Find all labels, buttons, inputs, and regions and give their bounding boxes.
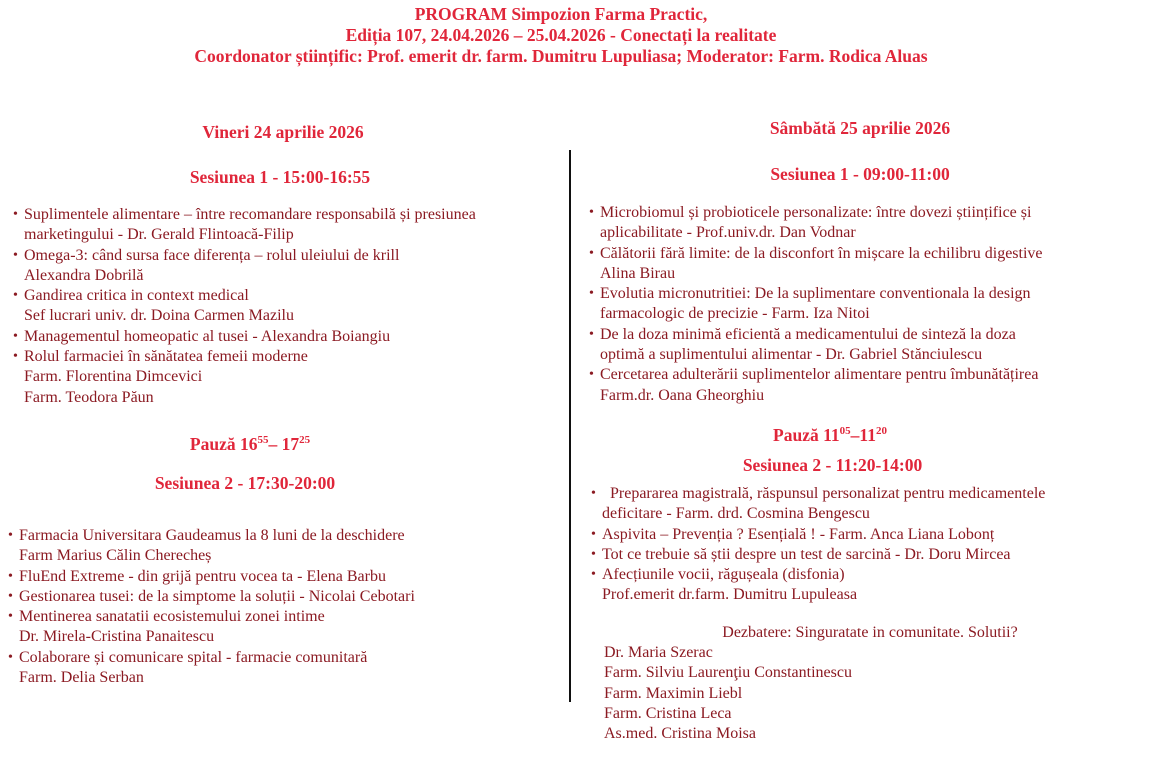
- debate-title: Dezbatere: Singuratate in comunitate. Solutii?: [722, 624, 1018, 641]
- list-item: [600, 284, 1043, 325]
- list-item: [602, 484, 1045, 525]
- pause-end-hour: –11: [850, 425, 876, 445]
- friday-date: Vineri 24 aprilie 2026: [202, 122, 364, 142]
- talk-title: • Afecțiunile vocii, răgușeala (disfonia): [602, 566, 845, 584]
- list-item: [19, 567, 415, 587]
- talk-title: • Rolul farmaciei în sănătatea femeii moderne: [24, 348, 308, 366]
- list-item: [600, 203, 1043, 244]
- talk-title: • De la doza minimă eficientă a medicamentului de sinteză la doza: [600, 325, 1016, 343]
- list-item: [24, 246, 476, 287]
- talk-line: Farm. Florentina Dimcevici: [24, 368, 203, 386]
- talk-title: • Colaborare și comunicare spital - farmacie comunitară: [19, 648, 368, 666]
- participant: Farm. Silviu Laurenţiu Constantinescu: [604, 664, 852, 682]
- pause-end-minutes: 25: [299, 434, 311, 446]
- list-item: [600, 244, 1043, 285]
- talk-line: Farm.dr. Oana Gheorghiu: [600, 386, 765, 404]
- list-item: [24, 347, 476, 408]
- list-item: [19, 607, 415, 648]
- list-item: [24, 327, 476, 347]
- talk-title: • Suplimentele alimentare – între recomandare responsabilă și presiunea: [24, 206, 476, 223]
- list-item: [600, 365, 1043, 406]
- participant: Dr. Maria Szerac: [604, 644, 713, 661]
- talk-line: Alexandra Dobrilă: [24, 266, 144, 284]
- talk-line: deficitare - Farm. drd. Cosmina Bengescu: [602, 505, 870, 523]
- friday-pause: [0, 434, 500, 455]
- pause-end-minutes: 20: [875, 425, 887, 437]
- talk-title: • Gestionarea tusei: de la simptome la soluții - Nicolai Cebotari: [19, 587, 415, 605]
- talk-line: Farm Marius Călin Cherecheș: [19, 547, 212, 565]
- talk-title: • Evolutia micronutritiei: De la suplimentare conventionala la design: [600, 285, 1031, 303]
- participant: Farm. Maximin Liebl: [604, 684, 743, 702]
- talk-title: • Managementul homeopatic al tusei - Alexandra Boiangiu: [24, 327, 391, 345]
- talk-title: • Farmacia Universitara Gaudeamus la 8 luni de la deschidere: [19, 527, 405, 544]
- edition-line: Ediția 107, 24.04.2026 – 25.04.2026 - Conectați la realitate: [345, 25, 777, 45]
- talk-line: Farm. Delia Serban: [19, 669, 144, 687]
- list-item: [24, 286, 476, 327]
- list-item: [19, 526, 415, 567]
- participant: Farm. Cristina Leca: [604, 704, 732, 722]
- program-title: PROGRAM Simpozion Farma Practic,: [414, 4, 708, 24]
- list-item: [602, 565, 1045, 606]
- talk-title: • Mentinerea sanatatii ecosistemului zonei intime: [19, 608, 325, 626]
- list-item: [602, 525, 1045, 545]
- pause-end-hour: – 17: [268, 434, 300, 454]
- talk-title: • Tot ce trebuie să știi despre un test de sarcină - Dr. Doru Mircea: [602, 545, 1011, 563]
- list-item: [602, 545, 1045, 565]
- saturday-pause: [580, 425, 1080, 446]
- talk-title: • Microbiomul și probioticele personalizate: între dovezi științifice și: [600, 204, 1032, 221]
- friday-session2-list: [19, 526, 415, 688]
- debate-participants: [604, 643, 852, 744]
- talk-line: Farm. Teodora Păun: [24, 388, 154, 406]
- talk-line: Sef lucrari univ. dr. Doina Carmen Mazilu: [24, 307, 294, 325]
- saturday-session2-title: Sesiunea 2 - 11:20-14:00: [742, 455, 923, 475]
- friday-session1-list: [24, 205, 476, 408]
- talk-line: optimă a suplimentului alimentar - Dr. Gabriel Stănciulescu: [600, 346, 983, 364]
- talk-line: Alina Birau: [600, 264, 676, 282]
- talk-line: aplicabilitate - Prof.univ.dr. Dan Vodnar: [600, 224, 856, 242]
- list-item: [19, 587, 415, 607]
- list-item: [600, 325, 1043, 366]
- list-item: [19, 648, 415, 689]
- talk-title: • FluEnd Extreme - din grijă pentru vocea ta - Elena Barbu: [19, 567, 386, 585]
- saturday-session1-title: Sesiunea 1 - 09:00-11:00: [770, 164, 950, 184]
- pause-label: Pauză 16: [189, 434, 258, 454]
- talk-title: • Omega-3: când sursa face diferența – rolul uleiului de krill: [24, 246, 400, 264]
- talk-line: Prof.emerit dr.farm. Dumitru Lupuleasa: [602, 586, 858, 604]
- talk-line: marketingului - Dr. Gerald Flintoacă-Filip: [24, 226, 294, 244]
- saturday-date: Sâmbătă 25 aprilie 2026: [769, 118, 951, 138]
- pause-start-minutes: 05: [839, 425, 851, 437]
- talk-title: • Cercetarea adulterării suplimentelor alimentare pentru îmbunătățirea: [600, 366, 1039, 384]
- talk-title: • Gandirea critica in context medical: [24, 287, 249, 305]
- list-item: [24, 205, 476, 246]
- talk-line: farmacologic de precizie - Farm. Iza Nitoi: [600, 305, 870, 323]
- column-divider: [569, 150, 571, 702]
- pause-label: Pauză 11: [773, 425, 840, 445]
- talk-title: • Aspivita – Prevenția ? Esențială ! - Farm. Anca Liana Lobonț: [602, 525, 995, 543]
- friday-session2-title: Sesiunea 2 - 17:30-20:00: [154, 473, 336, 493]
- coordinator-line: Coordonator științific: Prof. emerit dr. farm. Dumitru Lupuliasa; Moderator: Farm. Rodica Aluas: [194, 46, 928, 66]
- saturday-session1-list: [600, 203, 1043, 406]
- friday-session1-title: Sesiunea 1 - 15:00-16:55: [189, 167, 371, 187]
- saturday-session2-list: [602, 484, 1045, 606]
- talk-line: Dr. Mirela-Cristina Panaitescu: [19, 628, 215, 646]
- talk-title: • Călătorii fără limite: de la disconfort în mișcare la echilibru digestive: [600, 244, 1043, 262]
- pause-start-minutes: 55: [257, 434, 269, 446]
- participant: As.med. Cristina Moisa: [604, 725, 756, 743]
- talk-title: • Prepararea magistrală, răspunsul personalizat pentru medicamentele: [602, 485, 1046, 502]
